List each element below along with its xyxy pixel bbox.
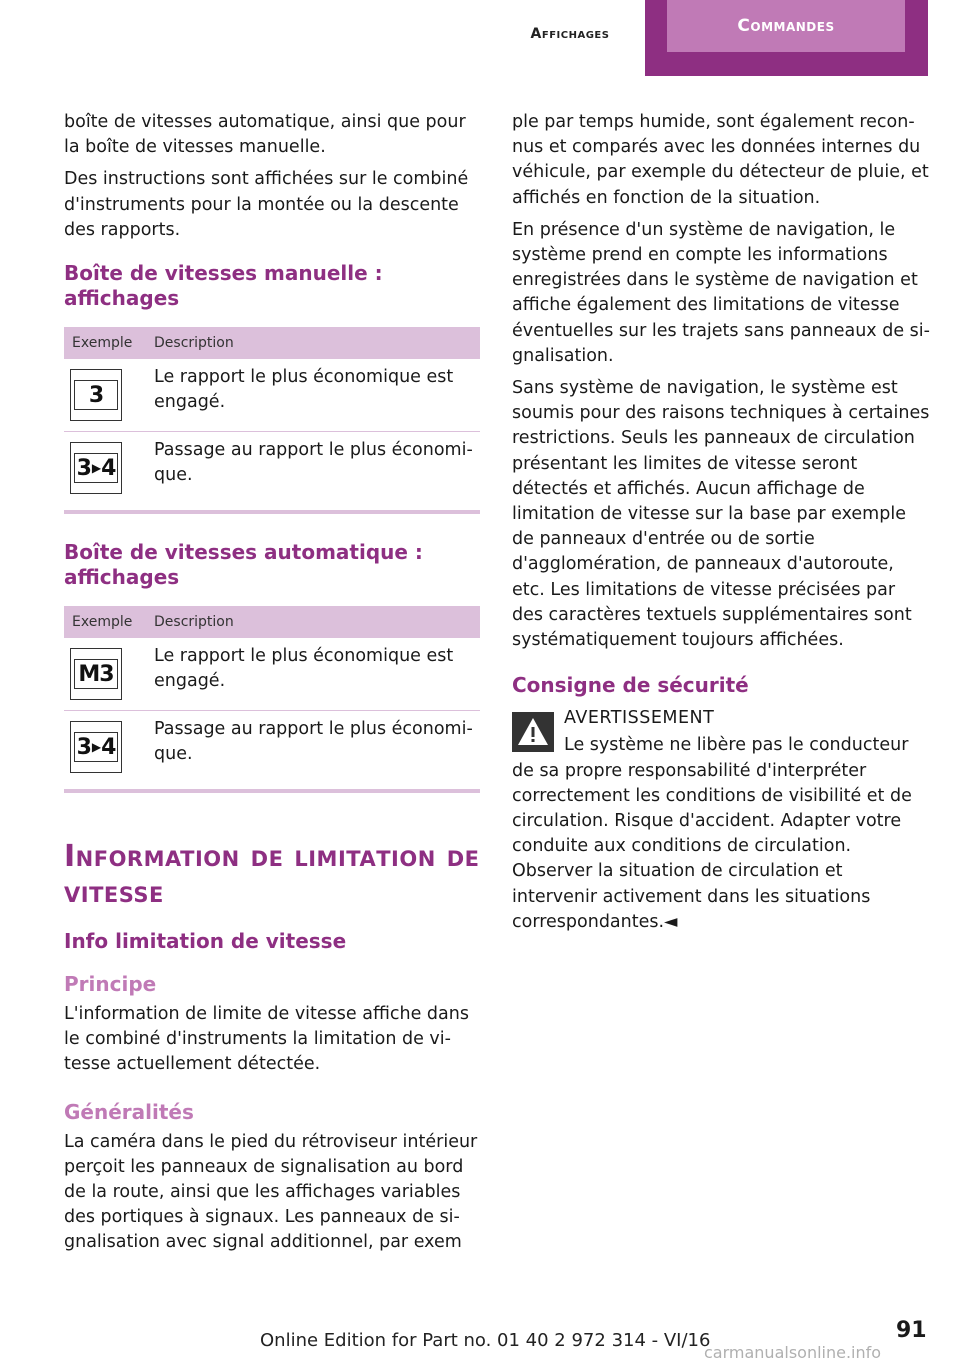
safety-heading: Consigne de sécurité [512,673,749,698]
table-divider [64,510,480,514]
row-description: Le rapport le plus économique est engagé. [154,359,480,432]
gear-display-icon [70,369,122,421]
warning-title: AVERTISSEMENT [564,708,715,729]
subsection-title: Info limitation de vitesse [64,929,347,954]
paragraph-no-navigation: Sans système de navigation, le système est soumis pour des raisons techniques à certaines restrictions. Seuls les panneaux de circulation présentant les limites de vitesse seront détectés et affichés. Aucun affichage de limitation de vitesse sur la base par exemple de panneaux d'entrée ou de sortie d'agglomération, de panneaux d'autoroute, etc. Les limitations de vitesse précisées par des caractères textuels supplémentaires sont systématiquement toujours affichées. [512,378,930,651]
intro-paragraph-2: Des instructions sont affichées sur le combiné d'instruments pour la montée ou la descente des rapports. [64,169,469,240]
shift-arrow-icon: ▶ [91,461,101,476]
generalites-paragraph: La caméra dans le pied du rétroviseur intérieur perçoit les panneaux de signalisation au bord de la route, ainsi que les affichages variables des portiques à signaux. Les panneaux de signalisation avec signal additionnel, par exem [64,1131,478,1253]
row-description: Passage au rapport le plus économique. [154,440,473,486]
right-column [512,110,930,942]
left-column [64,110,482,1263]
automatic-gearbox-heading: Boîte de vitesses automatique : affichages [64,540,423,590]
gear-from-value: 3 [76,734,91,760]
warning-text: Le système ne libère pas le conducteur de sa propre responsabilité d'interpréter correctement les conditions de visibilité et de circulation. Risque d'accident. Adapter votre conduite aux conditions de circulation. Observer la situation de circulation et intervenir activement dans les situations correspondantes.◄ [512,735,912,932]
principe-paragraph: L'information de limite de vitesse affiche dans le combiné d'instruments la limitation de vitesse actuellement détectée. [64,1004,469,1075]
section-title: Information de limitation de vitesse [64,839,480,911]
automatic-gearbox-table [64,606,480,783]
column-header-description: Description [154,606,480,638]
gear-display-value: 3 [88,382,104,408]
tab-commandes[interactable] [645,0,928,76]
principe-heading: Principe [64,972,157,997]
watermark: carmanualsonline.info [704,1343,882,1362]
warning-block [512,706,930,935]
tab-affichages-label: Affichages [530,26,610,42]
shift-up-display-icon [70,442,122,494]
tab-affichages[interactable] [496,0,644,76]
column-header-example: Exemple [64,606,154,638]
shift-arrow-icon: ▶ [91,740,101,755]
row-description: Passage au rapport le plus économique. [154,719,473,765]
generalites-heading: Généralités [64,1099,194,1124]
column-header-description: Description [154,327,480,359]
intro-paragraph-1: boîte de vitesses automatique, ainsi que pour la boîte de vitesses manuelle. [64,112,466,158]
gear-from-value: 3 [76,455,91,481]
table-row [64,359,480,432]
table-row [64,638,480,711]
manual-gearbox-heading: Boîte de vitesses manuelle : affichages [64,261,383,311]
paragraph-navigation: En présence d'un système de navigation, le système prend en compte les informations enregistrées dans le système de navigation et affiche également des limitations de vitesse éventuelles sur les trajets sans panneaux de signalisation. [512,219,930,366]
page-number: 91 [896,1318,927,1343]
table-row [64,711,480,784]
gear-display-value: M3 [78,661,114,687]
table-divider [64,789,480,793]
paragraph-recognition: ple par temps humide, sont également reconnus et comparés avec les données internes du véhicule, par exemple du détecteur de pluie, et affichés en fonction de la situation. [512,112,929,208]
edition-footer: Online Edition for Part no. 01 40 2 972 314 - VI/16 [260,1330,711,1351]
row-description: Le rapport le plus économique est engagé. [154,638,480,711]
shift-up-display-icon [70,721,122,773]
column-header-example: Exemple [64,327,154,359]
gear-to-value: 4 [101,455,116,481]
manual-mode-display-icon [70,648,122,700]
warning-triangle-icon [512,712,554,752]
table-row [64,432,480,505]
manual-gearbox-table [64,327,480,504]
gear-to-value: 4 [101,734,116,760]
tab-commandes-label: Commandes [667,0,905,52]
